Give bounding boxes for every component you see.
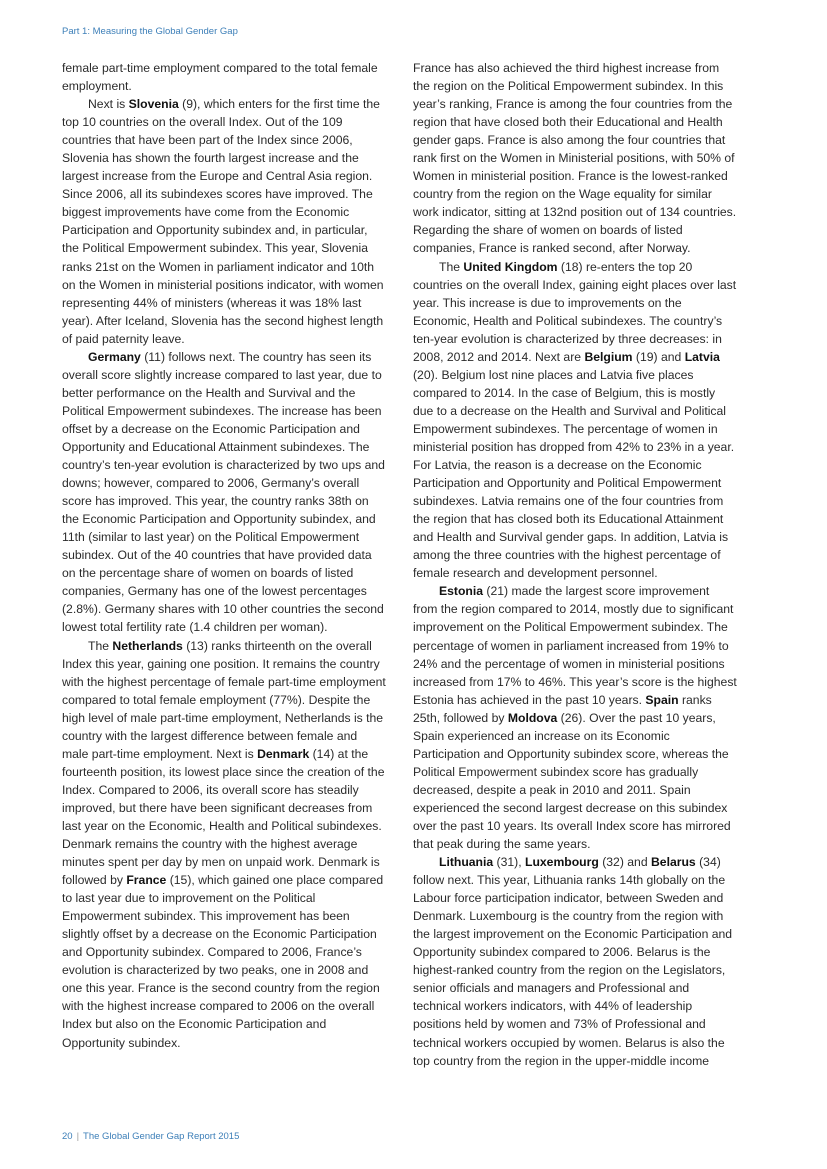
country-name: Belgium xyxy=(584,349,633,364)
report-title: The Global Gender Gap Report 2015 xyxy=(83,1131,240,1142)
country-name: Luxembourg xyxy=(525,855,599,870)
page-number: 20 xyxy=(62,1131,73,1142)
country-name: Lithuania xyxy=(439,855,494,870)
country-name: Moldova xyxy=(507,710,558,725)
paragraph-france: France has also achieved the third highest increase from the region on the Political Empowerment subindex. In this year’s ranking, France is among the four countries from the region that have closed both their Educational and Health gender gaps. France is also among the four countries that rank first on the Women in Ministerial positions, with 50% of Women in ministerial position. France is the lowest-ranked country from the region on the Wage equality for similar work indicator, sitting at 132nd position out of 134 countries. Regarding the share of women on boards of listed companies, France is ranked second, after Norway. xyxy=(413,61,737,256)
country-name: United Kingdom xyxy=(463,259,558,274)
country-name: Spain xyxy=(645,692,679,707)
country-name: Germany xyxy=(88,349,141,364)
country-name: Belarus xyxy=(651,855,696,870)
paragraph-lithuania: Lithuania (31), Luxembourg (32) and Belarus (34) follow next. This year, Lithuania ranks 14th globally on the Labour force participation indicator, between Sweden and Denmark. Luxembourg is the country from the region with the largest improvement on the Economic Participation and Opportunity subindex compared to 2006. Belarus is the highest-ranked country from the region on the Legislators, senior officials and managers and Professional and technical workers indicators, with 44% of leadership positions held by women and 73% of Professional and technical workers occupied by women. Belarus is also the top country from the region in the upper-middle income xyxy=(413,855,733,1068)
country-name: Estonia xyxy=(439,584,484,599)
country-name: Slovenia xyxy=(128,97,179,112)
footer-separator: | xyxy=(76,1131,80,1142)
right-column xyxy=(413,59,737,1070)
paragraph-united-kingdom: The United Kingdom (18) re-enters the top 20 countries on the overall Index, gaining eight places over last year. This increase is due to improvements on the Economic, Health and Political subindexes. The country’s ten-year evolution is characterized by three decreases: in 2008, 2012 and 2014. Next are Belgium (19) and Latvia (20). Belgium lost nine places and Latvia five places compared to 2014. In the case of Belgium, this is mostly due to a decrease on the Health and Survival and Political Empowerment subindexes. The percentage of women in ministerial position has dropped from 42% to 23% in a year. For Latvia, the reason is a decrease on the Economic Participation and Opportunity and Political Empowerment subindexes. Latvia remains one of the four countries from the region that has closed both its Educational Attainment and Health and Survival gender gaps. In addition, Latvia is among the three countries with the highest percentage of female research and development personnel. xyxy=(413,259,737,581)
paragraph-netherlands: The Netherlands (13) ranks thirteenth on the overall Index this year, gaining one position. It remains the country with the highest percentage of female part-time employment compared to total female employment (77%). Despite the high level of male part-time employment, Netherlands is the country with the largest difference between female and male part-time employment. Next is Denmark (14) at the fourteenth position, its lowest place since the creation of the Index. Compared to 2006, its overall score has steadily improved, but there have been significant decreases from last year on the Economic, Health and Political subindexes. Denmark remains the country with the highest average minutes spent per day by men on unpaid work. Denmark is followed by France (15), which gained one place compared to last year due to improvement on the Political Empowerment subindex. This improvement has been slightly offset by a decrease on the Economic Participation and Opportunity subindex. Compared to 2006, France’s evolution is characterized by two peaks, one in 2008 and one this year. France is the second country from the region with the highest increase compared to 2006 on the overall Index but also on the Economic Participation and Opportunity subindex. xyxy=(62,638,386,1050)
paragraph-slovenia: Next is Slovenia (9), which enters for the first time the top 10 countries on the overall Index. Out of the 109 countries that have been part of the Index since 2006, Slovenia has shown the fourth largest increase and the largest increase from the Europe and Central Asia region. Since 2006, all its subindexes scores have improved. The biggest improvements have come from the Economic Participation and Opportunity subindex and, in particular, the Political Empowerment subindex. This year, Slovenia ranks 21st on the Women in parliament indicator and 10th on the Women in ministerial positions indicator, with women representing 44% of ministers (whereas it was 18% last year). After Iceland, Slovenia has the second highest length of paid paternity leave. xyxy=(62,97,384,346)
page-footer xyxy=(62,1131,239,1142)
left-column xyxy=(62,59,386,1052)
country-name: Latvia xyxy=(684,349,720,364)
paragraph: female part-time employment compared to the total female employment. xyxy=(62,61,378,94)
country-name: Netherlands xyxy=(112,638,183,653)
paragraph-germany: Germany (11) follows next. The country has seen its overall score slightly increase compared to last year, due to better performance on the Health and Survival and the Political Empowerment subindexes. The increase has been offset by a decrease on the Economic Participation and Opportunity and Educational Attainment subindexes. The country’s ten-year evolution is characterized by two ups and downs; however, compared to 2006, Germany’s overall score has improved. This year, the country ranks 38th on the Economic Participation and Opportunity subindex, and 11th (similar to last year) on the Political Empowerment subindex. Out of the 40 countries that have provided data on the percentage share of women on boards of listed companies, Germany has one of the lowest percentages (2.8%). Germany shares with 10 other countries the second lowest total fertility rate (1.4 children per woman). xyxy=(62,349,385,635)
running-header: Part 1: Measuring the Global Gender Gap xyxy=(62,26,238,37)
paragraph-estonia: Estonia (21) made the largest score improvement from the region compared to 2014, mostly due to significant improvement on the Political Empowerment subindex. The percentage of women in parliament increased from 19% to 24% and the percentage of women in ministerial positions increased from 17% to 46%. This year’s score is the highest Estonia has achieved in the past 10 years. Spain ranks 25th, followed by Moldova (26). Over the past 10 years, Spain experienced an increase on its Economic Participation and Opportunity subindex score, whereas the Political Empowerment subindex score has gradually decreased, despite a peak in 2010 and 2011. Spain experienced the second largest decrease on this subindex over the past 10 years. Its overall Index score has mirrored that peak during the same years. xyxy=(413,584,737,852)
country-name: France xyxy=(126,873,167,888)
country-name: Denmark xyxy=(257,746,310,761)
